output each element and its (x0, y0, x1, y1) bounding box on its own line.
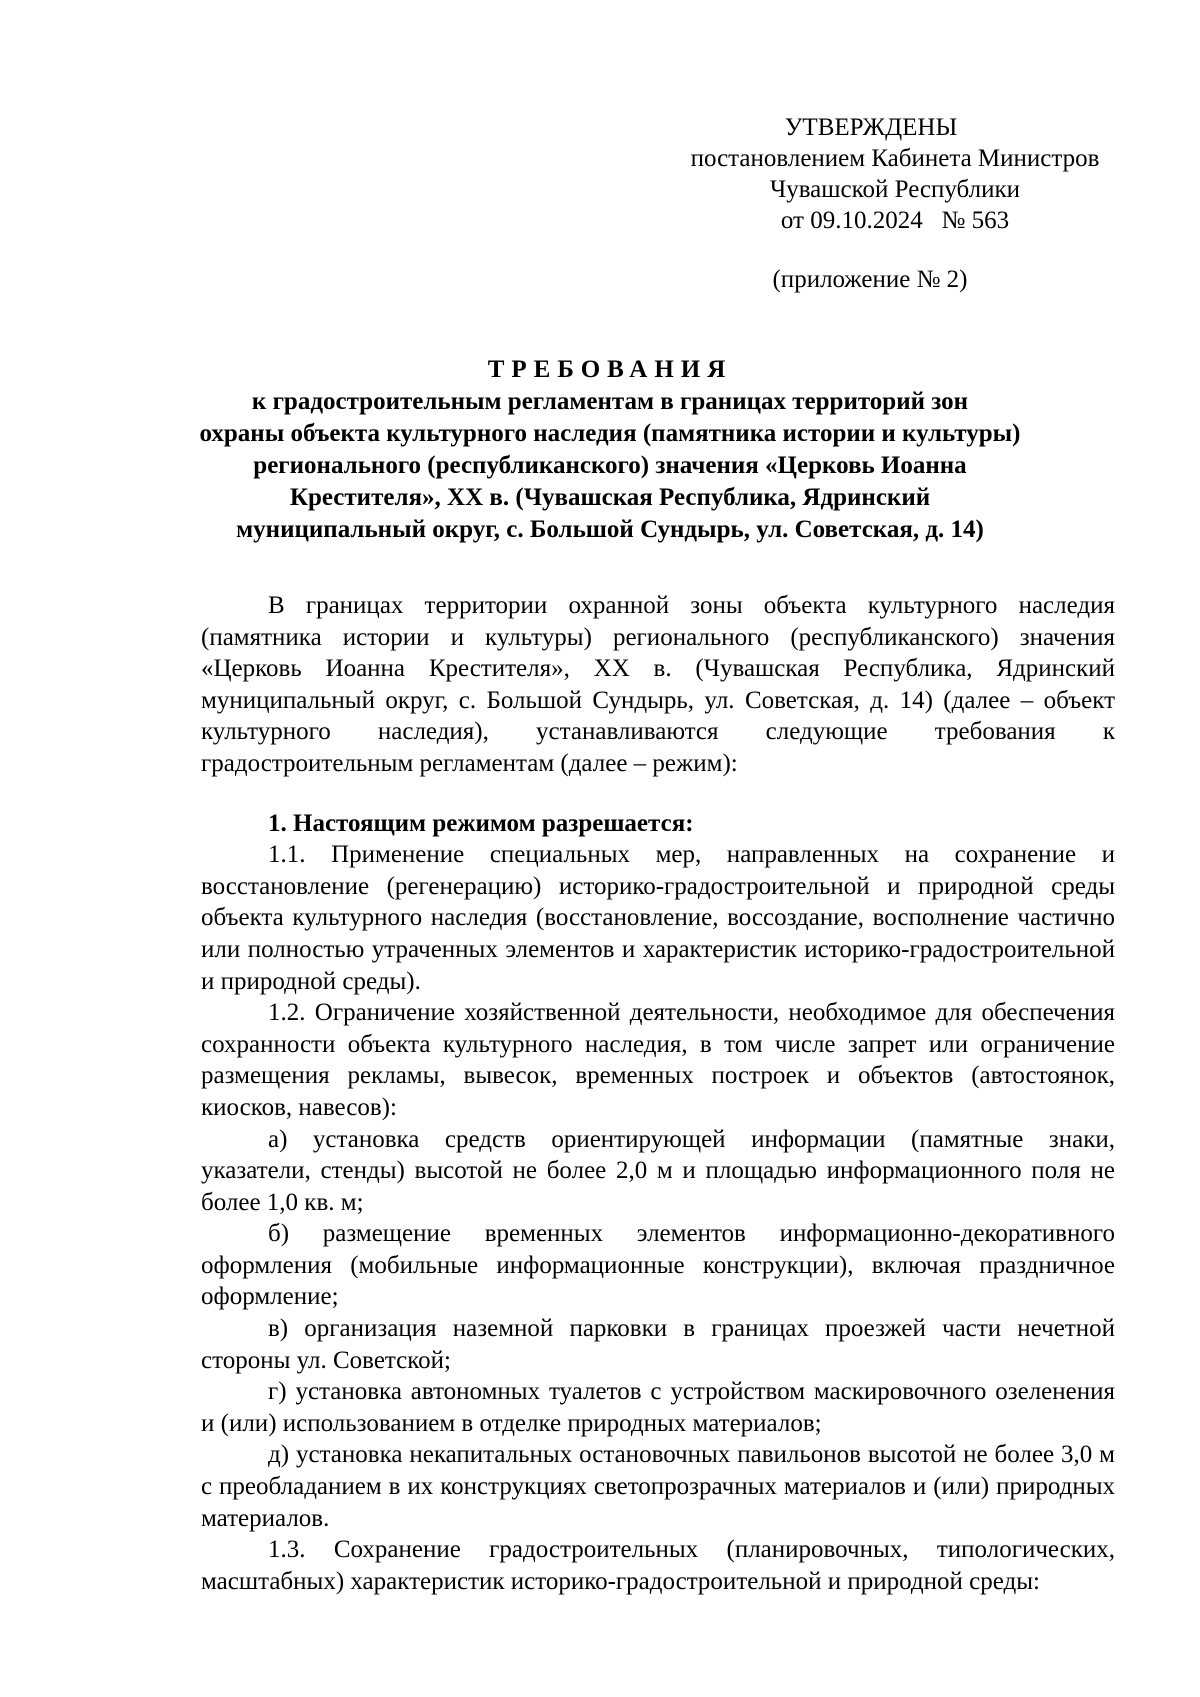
heading-line: охраны объекта культурного наследия (памятника истории и культуры) (199, 420, 1021, 447)
heading-line: муниципальный округ, с. Большой Сундырь, ул. Советская, д. 14) (236, 516, 984, 543)
document-type: ТРЕБОВАНИЯ (487, 356, 733, 383)
list-item-b: б) размещение временных элементов информационно-декоративного оформления (мобильные информационные конструкции), включая праздничное оформление; (201, 1220, 1115, 1311)
heading-line: к градостроительным регламентам в границах территорий зон (251, 388, 969, 415)
appendix-label: (приложение № 2) (772, 266, 968, 293)
approval-block (660, 112, 1130, 236)
heading-line: регионального (республиканского) значения «Церковь Иоанна (253, 452, 967, 479)
paragraph-1-3: 1.3. Сохранение градостроительных (планировочных, типологических, масштабных) характеристик историко-градостроительной и природной среды: (201, 1536, 1115, 1595)
approval-line: постановлением Кабинета Министров (690, 145, 1100, 172)
approval-date-number: от 09.10.2024 № 563 (780, 207, 1010, 234)
intro-paragraph: В границах территории охранной зоны объекта культурного наследия (памятника истории и культуры) регионального (республиканского) значения «Церковь Иоанна Крестителя», ХХ в. (Чувашская Республика, Ядринский муниципальный округ, с. Большой Сундырь, ул. Советская, д. 14) (далее – объект культурного наследия), устанавливаются следующие требования к градостроительным регламентам (далее – режим): (201, 592, 1115, 777)
paragraph-1-2: 1.2. Ограничение хозяйственной деятельности, необходимое для обеспечения сохранности объекта культурного наследия, в том числе запрет или ограничение размещения рекламы, вывесок, временных построек и объектов (автостоянок, киосков, навесов): (201, 999, 1115, 1121)
list-item-d: д) установка некапитальных остановочных павильонов высотой не более 3,0 м с преобладанием в их конструкциях светопрозрачных материалов и (или) природных материалов. (201, 1441, 1115, 1532)
section-title: 1. Настоящим режимом разрешается: (268, 809, 694, 837)
list-item-g: г) установка автономных туалетов с устройством маскировочного озеленения и (или) использованием в отделке природных материалов; (201, 1378, 1115, 1437)
approval-line: Чувашской Республики (769, 176, 1021, 203)
document-heading (180, 354, 1040, 546)
list-item-v: в) организация наземной парковки в границах проезжей части нечетной стороны ул. Советской; (201, 1315, 1115, 1374)
heading-line: Крестителя», ХХ в. (Чувашская Республика, Ядринский (289, 484, 931, 511)
document-body (201, 590, 1115, 1597)
list-item-a: а) установка средств ориентирующей информации (памятные знаки, указатели, стенды) высотой не более 2,0 м и площадью информационного поля не более 1,0 кв. м; (201, 1125, 1115, 1216)
approval-title: УТВЕРЖДЕНЫ (784, 114, 958, 141)
paragraph-1-1: 1.1. Применение специальных мер, направленных на сохранение и восстановление (регенерацию) историко-градостроительной и природной среды объекта культурного наследия (восстановление, воссоздание, восполнение частично или полностью утраченных элементов и характеристик историко-градостроительной и природной среды). (201, 841, 1115, 995)
